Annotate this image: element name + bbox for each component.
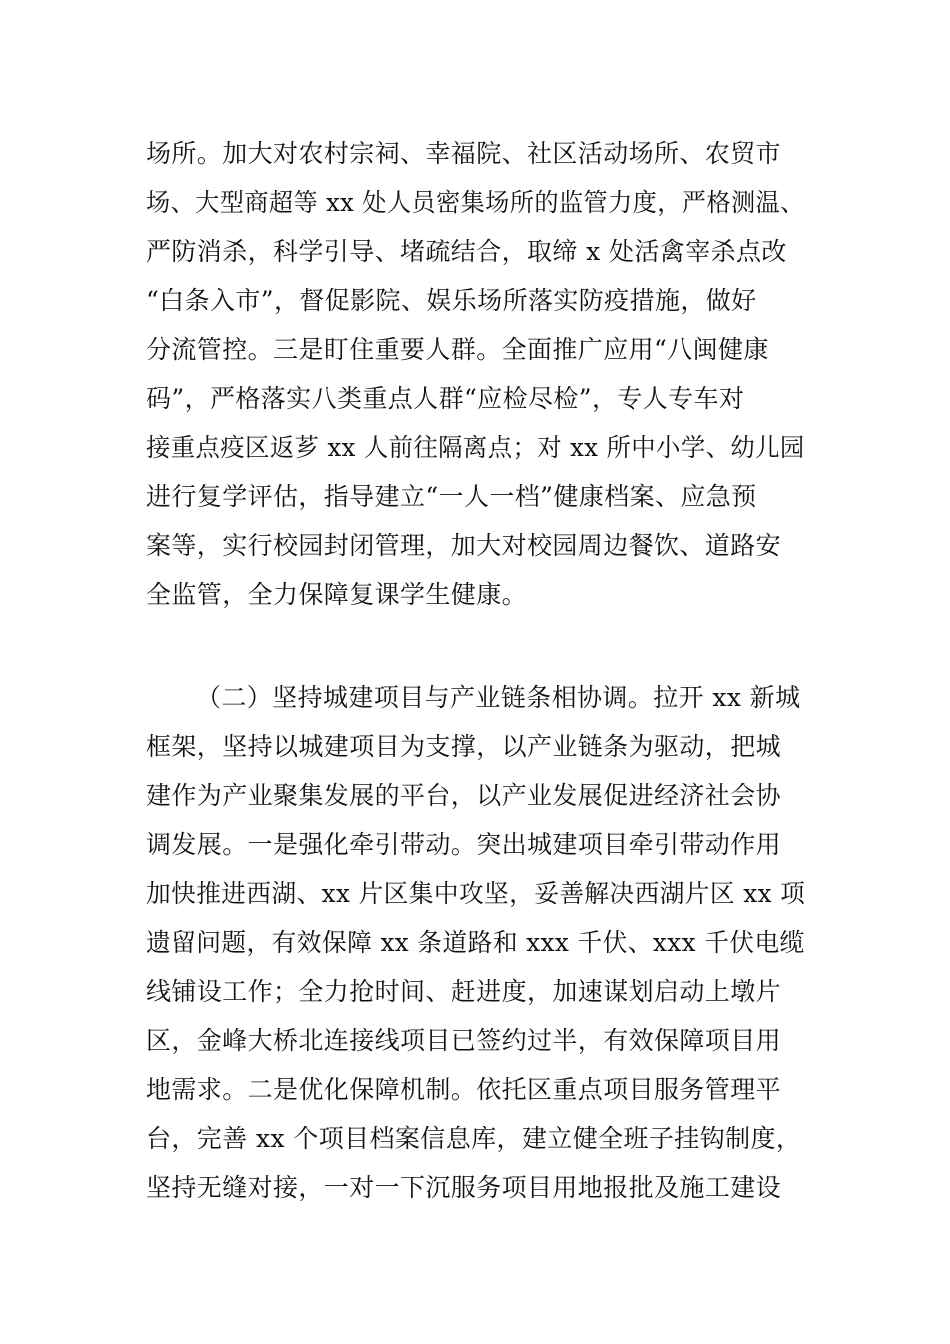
text-line: 场、大型商超等 xx 处人员密集场所的监管力度，严格测温、 [146,188,805,217]
text-line: 进行复学评估，指导建立“一人一档”健康档案、应急预 [146,482,757,511]
text-line: 建作为产业聚集发展的平台，以产业发展促进经济社会协 [146,781,782,810]
text-line: 遗留问题，有效保障 xx 条道路和 xxx 千伏、xxx 千伏电缆 [146,928,805,957]
text-line: 加快推进西湖、xx 片区集中攻坚，妥善解决西湖片区 xx 项 [146,879,806,908]
text-line: 坚持无缝对接，一对一下沉服务项目用地报批及施工建设 [146,1173,782,1202]
text-line: “白条入市”，督促影院、娱乐场所落实防疫措施，做好 [146,286,757,315]
text-line: 调发展。一是强化牵引带动。突出城建项目牵引带动作用 [146,830,782,859]
text-line: 框架，坚持以城建项目为支撑，以产业链条为驱动，把城 [146,732,782,761]
text-line: 地需求。二是优化保障机制。依托区重点项目服务管理平 [146,1075,782,1104]
text-line: 分流管控。三是盯住重要人群。全面推广应用“八闽健康 [146,335,769,364]
text-line: 区，金峰大桥北连接线项目已签约过半，有效保障项目用 [146,1026,782,1055]
text-line: （二）坚持城建项目与产业链条相协调。拉开 xx 新城 [196,683,801,712]
text-line: 台，完善 xx 个项目档案信息库，建立健全班子挂钩制度， [146,1124,802,1153]
text-line: 场所。加大对农村宗祠、幸福院、社区活动场所、农贸市 [146,139,782,168]
text-line: 案等，实行校园封闭管理，加大对校园周边餐饮、道路安 [146,531,782,560]
text-line: 码”，严格落实八类重点人群“应检尽检”，专人专车对 [146,384,745,413]
text-line: 接重点疫区返芗 xx 人前往隔离点；对 xx 所中小学、幼儿园 [146,433,805,462]
text-line: 严防消杀，科学引导、堵疏结合，取缔 x 处活禽宰杀点改 [146,237,787,266]
text-line: 线铺设工作；全力抢时间、赶进度，加速谋划启动上墩片 [146,977,782,1006]
text-line: 全监管，全力保障复课学生健康。 [146,580,528,609]
